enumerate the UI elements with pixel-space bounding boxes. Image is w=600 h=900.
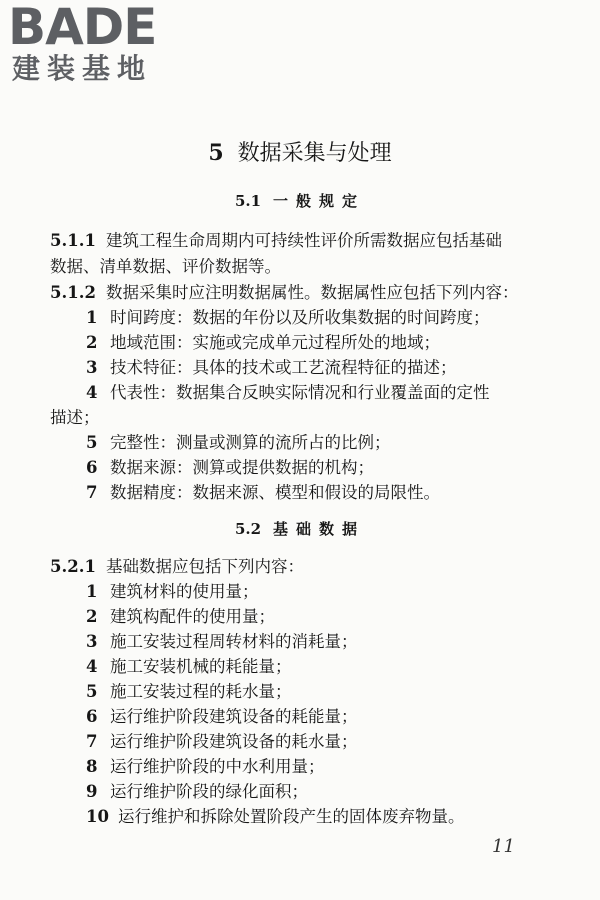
item-number: 6 — [86, 707, 98, 726]
item-number: 5 — [86, 682, 98, 701]
item-text: 建筑构配件的使用量； — [110, 607, 275, 626]
chapter-heading — [0, 138, 600, 169]
item-text: 运行维护阶段的中水利用量； — [110, 757, 325, 776]
item-number: 5 — [86, 433, 98, 452]
section-number: 5.2 — [234, 520, 262, 538]
list-item — [86, 655, 292, 679]
item-number: 8 — [86, 757, 98, 776]
clause-number: 5.2.1 — [50, 557, 96, 576]
logo-brand: BADE — [8, 0, 157, 56]
clause-text: 数据采集时应注明数据属性。数据属性应包括下列内容： — [105, 283, 519, 302]
list-item — [86, 331, 440, 355]
item-number: 3 — [86, 632, 98, 651]
clause-text: 建筑工程生命周期内可持续性评价所需数据应包括基础 — [105, 231, 502, 250]
clause-5-1-1-line2: 数据、清单数据、评价数据等。 — [50, 257, 281, 276]
chapter-title: 数据采集与处理 — [237, 141, 392, 166]
item-text: 运行维护和拆除处置阶段产生的固体废弃物量。 — [118, 807, 465, 826]
list-item — [86, 431, 391, 455]
item-text: 运行维护阶段建筑设备的耗能量； — [110, 707, 358, 726]
section-title: 一般规定 — [273, 192, 366, 210]
item-number: 7 — [86, 732, 98, 751]
chapter-number: 5 — [208, 140, 224, 166]
list-item — [86, 481, 440, 505]
list-item — [86, 730, 358, 754]
section-number: 5.1 — [234, 192, 262, 210]
item-number: 2 — [86, 607, 98, 626]
item-number: 6 — [86, 458, 98, 477]
clause-5-1-2 — [50, 281, 518, 305]
list-item-continuation: 描述； — [50, 408, 100, 427]
list-item — [86, 680, 292, 704]
item-number: 3 — [86, 358, 98, 377]
list-item — [86, 755, 325, 779]
item-text: 完整性：测量或测算的流所占的比例； — [110, 433, 391, 452]
item-text: 施工安装过程周转材料的消耗量； — [110, 632, 358, 651]
item-number: 10 — [86, 807, 109, 826]
item-text: 施工安装过程的耗水量； — [110, 682, 292, 701]
item-number: 7 — [86, 483, 98, 502]
list-item — [86, 456, 374, 480]
item-text: 代表性：数据集合反映实际情况和行业覆盖面的定性 — [110, 383, 490, 402]
logo — [8, 0, 157, 86]
page-number: 11 — [492, 836, 515, 857]
list-item — [86, 356, 457, 380]
list-item — [86, 605, 275, 629]
list-item — [86, 630, 358, 654]
list-item — [86, 805, 465, 829]
section-heading-5-2 — [0, 518, 600, 540]
clause-5-2-1 — [50, 555, 304, 579]
item-text: 时间跨度：数据的年份以及所收集数据的时间跨度； — [110, 308, 490, 327]
item-number: 4 — [86, 657, 98, 676]
item-number: 4 — [86, 383, 98, 402]
item-text: 运行维护阶段的绿化面积； — [110, 782, 308, 801]
clause-number: 5.1.2 — [50, 283, 96, 302]
item-text: 施工安装机械的耗能量； — [110, 657, 292, 676]
item-text: 技术特征：具体的技术或工艺流程特征的描述； — [110, 358, 457, 377]
item-number: 1 — [86, 308, 98, 327]
clause-text: 基础数据应包括下列内容： — [105, 557, 304, 576]
list-item — [86, 381, 490, 405]
item-text: 数据精度：数据来源、模型和假设的局限性。 — [110, 483, 440, 502]
clause-number: 5.1.1 — [50, 231, 96, 250]
section-title: 基础数据 — [273, 520, 366, 538]
list-item — [86, 705, 358, 729]
list-item — [86, 580, 259, 604]
item-number: 2 — [86, 333, 98, 352]
clause-5-1-1-line1 — [50, 229, 502, 253]
list-item — [86, 306, 490, 330]
item-text: 运行维护阶段建筑设备的耗水量； — [110, 732, 358, 751]
list-item — [86, 780, 308, 804]
item-text: 地域范围：实施或完成单元过程所处的地域； — [110, 333, 440, 352]
item-number: 1 — [86, 582, 98, 601]
logo-chinese: 建装基地 — [12, 52, 153, 85]
item-text: 数据来源：测算或提供数据的机构； — [110, 458, 374, 477]
section-heading-5-1 — [0, 190, 600, 212]
item-number: 9 — [86, 782, 98, 801]
item-text: 建筑材料的使用量； — [110, 582, 259, 601]
